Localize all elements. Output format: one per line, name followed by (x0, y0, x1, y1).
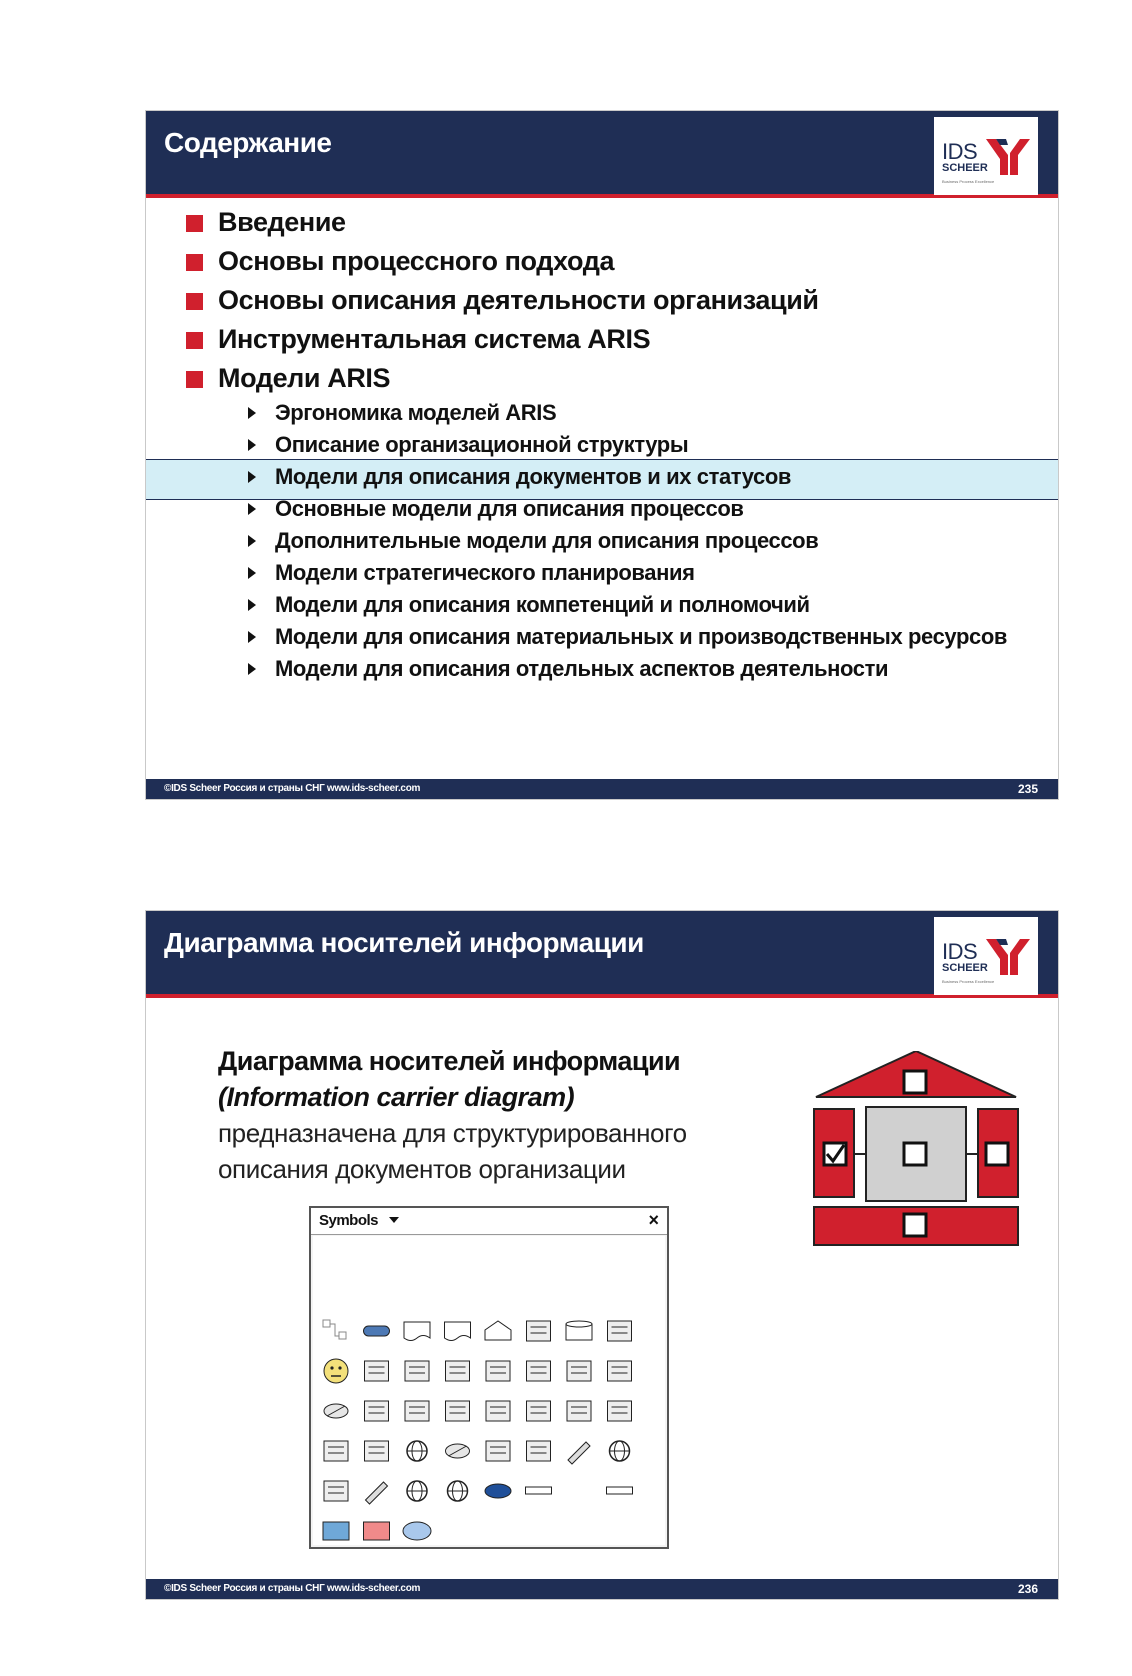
scanner-icon[interactable] (608, 1361, 632, 1381)
rectangle-icon[interactable] (527, 1321, 551, 1341)
trash-icon[interactable] (405, 1401, 429, 1421)
footer-copyright: ©IDS Scheer Россия и страны СНГ www.ids-scheer.com (164, 1583, 421, 1594)
disk-icon[interactable] (324, 1404, 348, 1418)
square-bullet-icon (186, 215, 203, 232)
dish-icon[interactable] (446, 1444, 470, 1458)
bar-small-icon[interactable] (607, 1487, 633, 1494)
tape-icon[interactable] (365, 1361, 389, 1381)
folder-stack-icon[interactable] (324, 1441, 348, 1461)
model-type-house-icon (810, 1051, 1022, 1251)
face-icon[interactable] (324, 1359, 348, 1383)
triangle-bullet-icon (248, 503, 256, 515)
close-button[interactable]: × (648, 1210, 659, 1230)
slide-footer (146, 1579, 1058, 1599)
main-topic: Основы описания деятельности организаций (186, 281, 819, 320)
slide-title: Диаграмма носителей информации (164, 927, 644, 958)
logo-tagline: Business Process Excellence (942, 179, 995, 184)
logo-brand: IDS (942, 939, 978, 964)
slide-header (146, 911, 1058, 998)
page-number: 236 (1017, 1582, 1038, 1596)
logo-sub: SCHEER (942, 162, 988, 174)
slide-information-carrier (145, 910, 1059, 1600)
symbols-panel (309, 1206, 669, 1549)
symbols-panel-header (311, 1208, 667, 1235)
house-icon[interactable] (485, 1321, 511, 1340)
triangle-bullet-icon (248, 471, 256, 483)
pill-icon[interactable] (364, 1326, 390, 1336)
triangle-bullet-icon (248, 599, 256, 611)
notebook-icon[interactable] (365, 1441, 389, 1461)
sub-topic: Модели стратегического планирования (248, 557, 1007, 589)
fax-icon[interactable] (446, 1361, 470, 1381)
sub-topic: Дополнительные модели для описания процессов (248, 525, 1007, 557)
ellipse-icon[interactable] (485, 1484, 511, 1498)
triangle-bullet-icon (248, 407, 256, 419)
globe-house-icon[interactable] (610, 1441, 630, 1461)
globe-icon[interactable] (407, 1441, 427, 1461)
slide-contents (145, 110, 1059, 800)
symbols-dropdown[interactable]: Symbols (319, 1212, 379, 1229)
triangle-bullet-icon (248, 535, 256, 547)
square-bullet-icon (186, 332, 203, 349)
stack-icon[interactable] (527, 1441, 551, 1461)
cube-icon[interactable] (486, 1441, 510, 1461)
page-number: 235 (1017, 782, 1038, 796)
model-purpose-line: описания документов организации (218, 1154, 626, 1184)
blue-ellipse-icon[interactable] (403, 1522, 431, 1540)
file-card-icon[interactable] (405, 1361, 429, 1381)
cassette-icon[interactable] (527, 1361, 551, 1381)
sub-topic: Эргономика моделей ARIS (248, 397, 1007, 429)
square-bullet-icon (186, 293, 203, 310)
pen-icon[interactable] (568, 1442, 590, 1464)
ledger-icon[interactable] (446, 1401, 470, 1421)
sub-topic: Основные модели для описания процессов (248, 493, 1007, 525)
sub-topic-list (248, 397, 1007, 685)
sub-topic: Модели для описания компетенций и полномочий (248, 589, 1007, 621)
model-purpose-line: предназначена для структурированного (218, 1118, 687, 1148)
logo-mark-icon (986, 137, 1030, 177)
slide-header (146, 111, 1058, 198)
model-name: Диаграмма носителей информации (218, 1046, 681, 1076)
globe-house-icon[interactable] (407, 1481, 427, 1501)
ids-scheer-logo (934, 117, 1038, 195)
sub-topic: Модели для описания отдельных аспектов деятельности (248, 653, 1007, 685)
ids-scheer-logo (934, 917, 1038, 995)
model-english-name: (Information carrier diagram) (218, 1082, 575, 1112)
table-icon[interactable] (324, 1481, 348, 1501)
logo-sub: SCHEER (942, 962, 988, 974)
key-icon[interactable] (366, 1482, 388, 1504)
slide-footer (146, 779, 1058, 799)
model-description (218, 1043, 687, 1187)
main-topic: Модели ARIS (186, 359, 819, 398)
slide-title: Содержание (164, 127, 332, 158)
symbols-icon-grid (313, 1236, 665, 1548)
blue-rect-icon[interactable] (323, 1522, 349, 1540)
mail-icon[interactable] (486, 1401, 510, 1421)
triangle-bullet-icon (248, 663, 256, 675)
sub-topic: Описание организационной структуры (248, 429, 1007, 461)
phone-icon[interactable] (608, 1321, 632, 1341)
sub-topic: Модели для описания материальных и производственных ресурсов (248, 621, 1007, 653)
floppy-icon[interactable] (567, 1401, 591, 1421)
orbit-icon[interactable] (448, 1481, 468, 1501)
logo-mark-icon (986, 937, 1030, 977)
connector-icon[interactable] (323, 1320, 346, 1339)
cylinder-icon[interactable] (566, 1321, 592, 1340)
triangle-bullet-icon (248, 631, 256, 643)
document-icon[interactable] (404, 1322, 430, 1341)
hard-disk-icon[interactable] (365, 1401, 389, 1421)
triangle-bullet-icon (248, 567, 256, 579)
sub-topic-current: Модели для описания документов и их статусов (248, 461, 1007, 493)
book-icon[interactable] (608, 1401, 632, 1421)
printer-icon[interactable] (486, 1361, 510, 1381)
logo-tagline: Business Process Excellence (942, 979, 995, 984)
bar-icon[interactable] (526, 1487, 552, 1494)
main-topic: Основы процессного подхода (186, 242, 819, 281)
triangle-bullet-icon (248, 439, 256, 451)
main-topic: Введение (186, 203, 819, 242)
document-icon[interactable] (445, 1322, 471, 1341)
caret-down-icon[interactable] (389, 1217, 399, 1223)
card-icon[interactable] (527, 1401, 551, 1421)
footer-copyright: ©IDS Scheer Россия и страны СНГ www.ids-scheer.com (164, 783, 421, 794)
symbols-palette (313, 1236, 665, 1545)
device-icon[interactable] (567, 1361, 591, 1381)
square-bullet-icon (186, 371, 203, 388)
red-rect-icon[interactable] (364, 1522, 390, 1540)
logo-brand: IDS (942, 139, 978, 164)
main-topic-list (186, 203, 819, 398)
square-bullet-icon (186, 254, 203, 271)
main-topic: Инструментальная система ARIS (186, 320, 819, 359)
